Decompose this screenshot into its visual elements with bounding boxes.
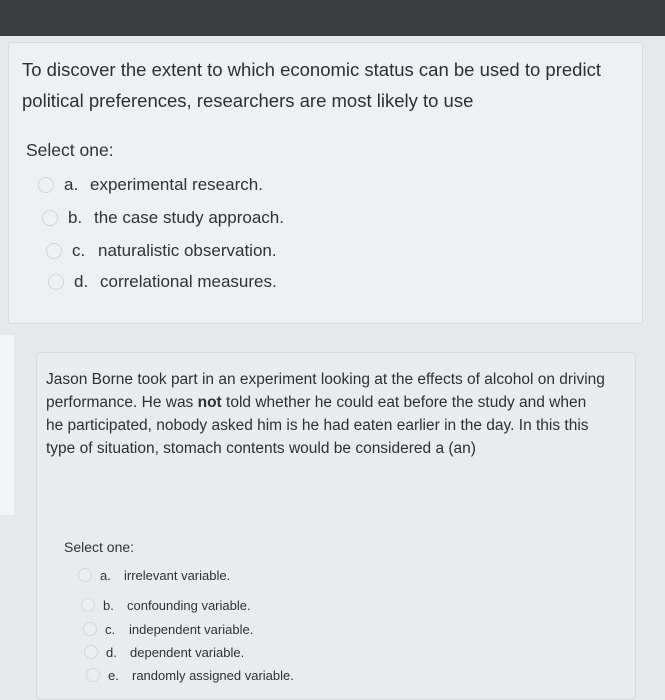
question-card-2 [36, 352, 636, 700]
radio-button[interactable] [83, 622, 97, 636]
question-2-option-a[interactable] [78, 564, 230, 586]
option-label: independent variable. [129, 621, 254, 637]
option-letter: b. [103, 597, 114, 613]
question-card-1 [8, 42, 643, 324]
radio-button[interactable] [38, 177, 54, 193]
question-1-select-label: Select one: [26, 140, 114, 160]
question-1-text: To discover the extent to which economic status can be used to predict political preferences, researchers are most likely to use [22, 59, 601, 111]
question-2-option-d[interactable] [84, 641, 244, 663]
question-2-text-before: Jason Borne took part in an experiment looking at the effects of alcohol on driving performance. He was [46, 371, 605, 411]
option-label: naturalistic observation. [98, 241, 277, 260]
option-label: confounding variable. [127, 597, 251, 613]
question-2-option-c[interactable] [83, 618, 253, 640]
question-2-text-bold: not [197, 394, 222, 411]
radio-button[interactable] [42, 210, 58, 226]
question-2-text-after: told whether he could eat before the study and when he participated, nobody asked him is he had eaten earlier in the day. In this this type of situation, stomach contents would be considered a (an) [46, 394, 589, 457]
option-label: randomly assigned variable. [132, 667, 294, 683]
option-label: correlational measures. [100, 272, 277, 291]
question-2-option-e[interactable] [86, 664, 294, 686]
question-1-option-c[interactable] [46, 236, 277, 266]
option-label: the case study approach. [94, 208, 284, 227]
option-letter: b. [68, 208, 83, 227]
question-1-option-a[interactable] [38, 170, 263, 200]
option-label: dependent variable. [130, 644, 245, 660]
option-letter: c. [72, 241, 86, 260]
radio-button[interactable] [86, 668, 100, 682]
option-letter: d. [106, 644, 117, 660]
question-2-select-label: Select one: [64, 539, 135, 555]
radio-button[interactable] [48, 274, 64, 290]
option-letter: c. [105, 621, 116, 637]
option-letter: d. [74, 272, 89, 291]
option-letter: a. [64, 175, 79, 194]
radio-button[interactable] [78, 568, 92, 582]
radio-button[interactable] [81, 598, 95, 612]
question-2-option-b[interactable] [81, 594, 251, 616]
left-edge-panel [0, 335, 14, 515]
option-label: irrelevant variable. [124, 567, 231, 583]
option-label: experimental research. [90, 175, 263, 194]
question-1-option-d[interactable] [48, 267, 277, 297]
option-letter: e. [108, 667, 119, 683]
option-letter: a. [100, 567, 111, 583]
radio-button[interactable] [46, 243, 62, 259]
question-2-text [46, 368, 606, 460]
question-1-option-b[interactable] [42, 203, 284, 233]
top-bar [0, 0, 665, 36]
radio-button[interactable] [84, 645, 98, 659]
